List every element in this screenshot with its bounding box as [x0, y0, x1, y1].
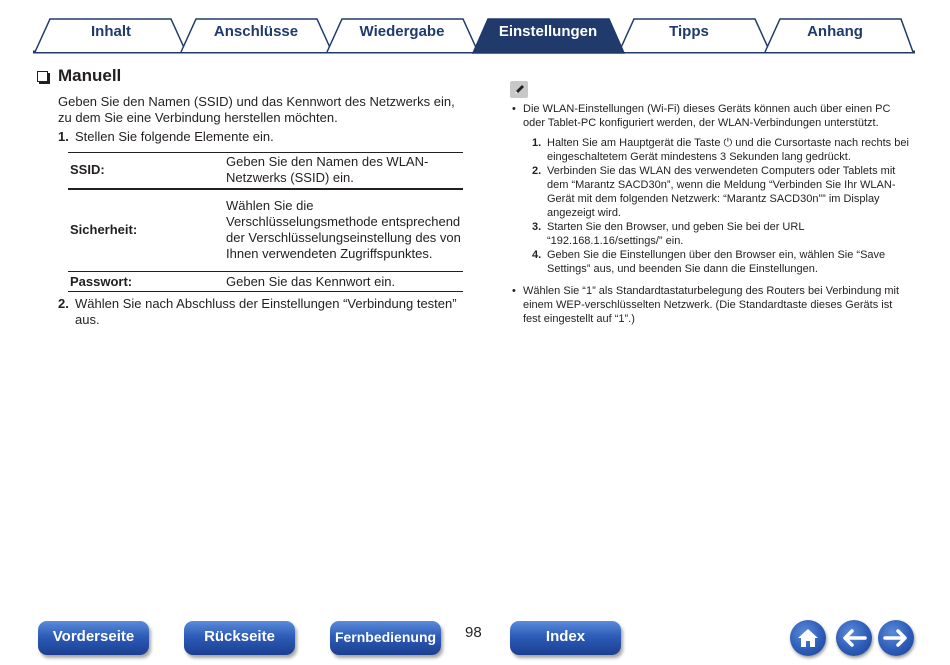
step-2-text: Wählen Sie nach Abschluss der Einstellungen “Verbindung testen” aus.: [75, 296, 457, 327]
bullet-dot: •: [512, 285, 516, 297]
home-icon: [796, 627, 820, 649]
home-button[interactable]: [790, 620, 826, 656]
substep-text: Halten Sie am Hauptgerät die Taste ⏻ und die Cursortaste nach rechts bei eingeschaltetem Gerät mindestens 3 Sekunden lang gedrückt.: [547, 137, 909, 163]
note-bullet-2: [512, 284, 912, 326]
step-1-number: 1.: [58, 129, 69, 144]
settings-key: Sicherheit:: [70, 222, 138, 238]
vorderseite-button[interactable]: Vorderseite: [38, 621, 149, 655]
step-2: [58, 296, 468, 328]
tab-inhalt[interactable]: Inhalt: [91, 23, 131, 40]
section-title: [37, 66, 121, 86]
settings-value: Wählen Sie die Verschlüsselungsmethode entsprechend der Verschlüsselungseinstellung des von Ihnen verwendeten Zugriffspunktes.: [226, 198, 461, 262]
step-1-text: Stellen Sie folgende Elemente ein.: [75, 129, 274, 144]
settings-row-ssid: [68, 153, 463, 189]
substep-number: 3.: [532, 221, 542, 233]
substep-number: 2.: [532, 165, 542, 177]
fernbedienung-button[interactable]: Fernbedienung: [330, 621, 441, 655]
note-bullet-1: [512, 102, 912, 130]
tab-wiedergabe[interactable]: Wiedergabe: [359, 23, 445, 40]
tab-anhang[interactable]: Anhang: [807, 23, 863, 40]
step-2-number: 2.: [58, 296, 69, 311]
rueckseite-button[interactable]: Rückseite: [184, 621, 295, 655]
note-bullet-2-text: Wählen Sie “1” als Standardtastaturbelegung des Routers bei Verbindung mit einem WEP-verschlüsselten Netzwerk. (Die Standardtaste dieses Geräts ist fest eingestellt auf “1”.): [523, 285, 900, 325]
checkbox-icon: [37, 71, 48, 82]
settings-value: Geben Sie den Namen des WLAN-Netzwerks (SSID) ein.: [226, 154, 429, 186]
page-number: 98: [465, 624, 482, 641]
note-substep-2: [532, 164, 912, 220]
tab-bar: [33, 16, 915, 54]
pencil-icon: [510, 81, 528, 98]
settings-value: Geben Sie das Kennwort ein.: [226, 273, 396, 289]
notes-section: [512, 102, 912, 326]
settings-table: [68, 152, 463, 292]
substep-text: Geben Sie die Einstellungen über den Browser ein, wählen Sie “Save Settings” aus, und beenden Sie dann die Einstellungen.: [547, 249, 886, 275]
substep-text: Verbinden Sie das WLAN des verwendeten Computers oder Tablets mit dem “Marantz SACD30n”, wenn die Meldung “Verbinden Sie Ihr WLAN-Gerät mit dem folgenden Netzwerk: “Marantz SACD30n”” im Display angezeigt wird.: [547, 165, 896, 219]
note-substep-4: [532, 248, 912, 276]
substep-text: Starten Sie den Browser, und geben Sie bei der URL “192.168.1.16/settings/” ein.: [547, 221, 805, 247]
settings-row-passwort: [68, 272, 463, 292]
bullet-dot: •: [512, 103, 516, 115]
note-substep-1: [532, 136, 912, 164]
forward-button[interactable]: [878, 620, 914, 656]
step-1: [58, 129, 274, 145]
arrow-left-icon: [841, 628, 867, 648]
settings-key: SSID:: [70, 162, 105, 178]
tab-einstellungen[interactable]: Einstellungen: [498, 23, 598, 40]
substep-number: 4.: [532, 249, 542, 261]
note-substep-3: [532, 220, 912, 248]
settings-key: Passwort:: [70, 273, 133, 289]
arrow-right-icon: [883, 628, 909, 648]
tab-anschluesse[interactable]: Anschlüsse: [213, 23, 299, 40]
back-button[interactable]: [836, 620, 872, 656]
note-bullet-1-text: Die WLAN-Einstellungen (Wi-Fi) dieses Geräts können auch über einen PC oder Tablet-PC konfiguriert werden, der WLAN-Verbindungen unterstützt.: [523, 103, 891, 129]
intro-text: Geben Sie den Namen (SSID) und das Kennwort des Netzwerks ein, zu dem Sie eine Verbindung herstellen möchten.: [58, 94, 455, 125]
settings-row-sicherheit: [68, 189, 463, 272]
index-button[interactable]: Index: [510, 621, 621, 655]
section-title-text: Manuell: [58, 66, 122, 85]
substep-number: 1.: [532, 137, 542, 149]
tab-tipps[interactable]: Tipps: [669, 23, 709, 40]
